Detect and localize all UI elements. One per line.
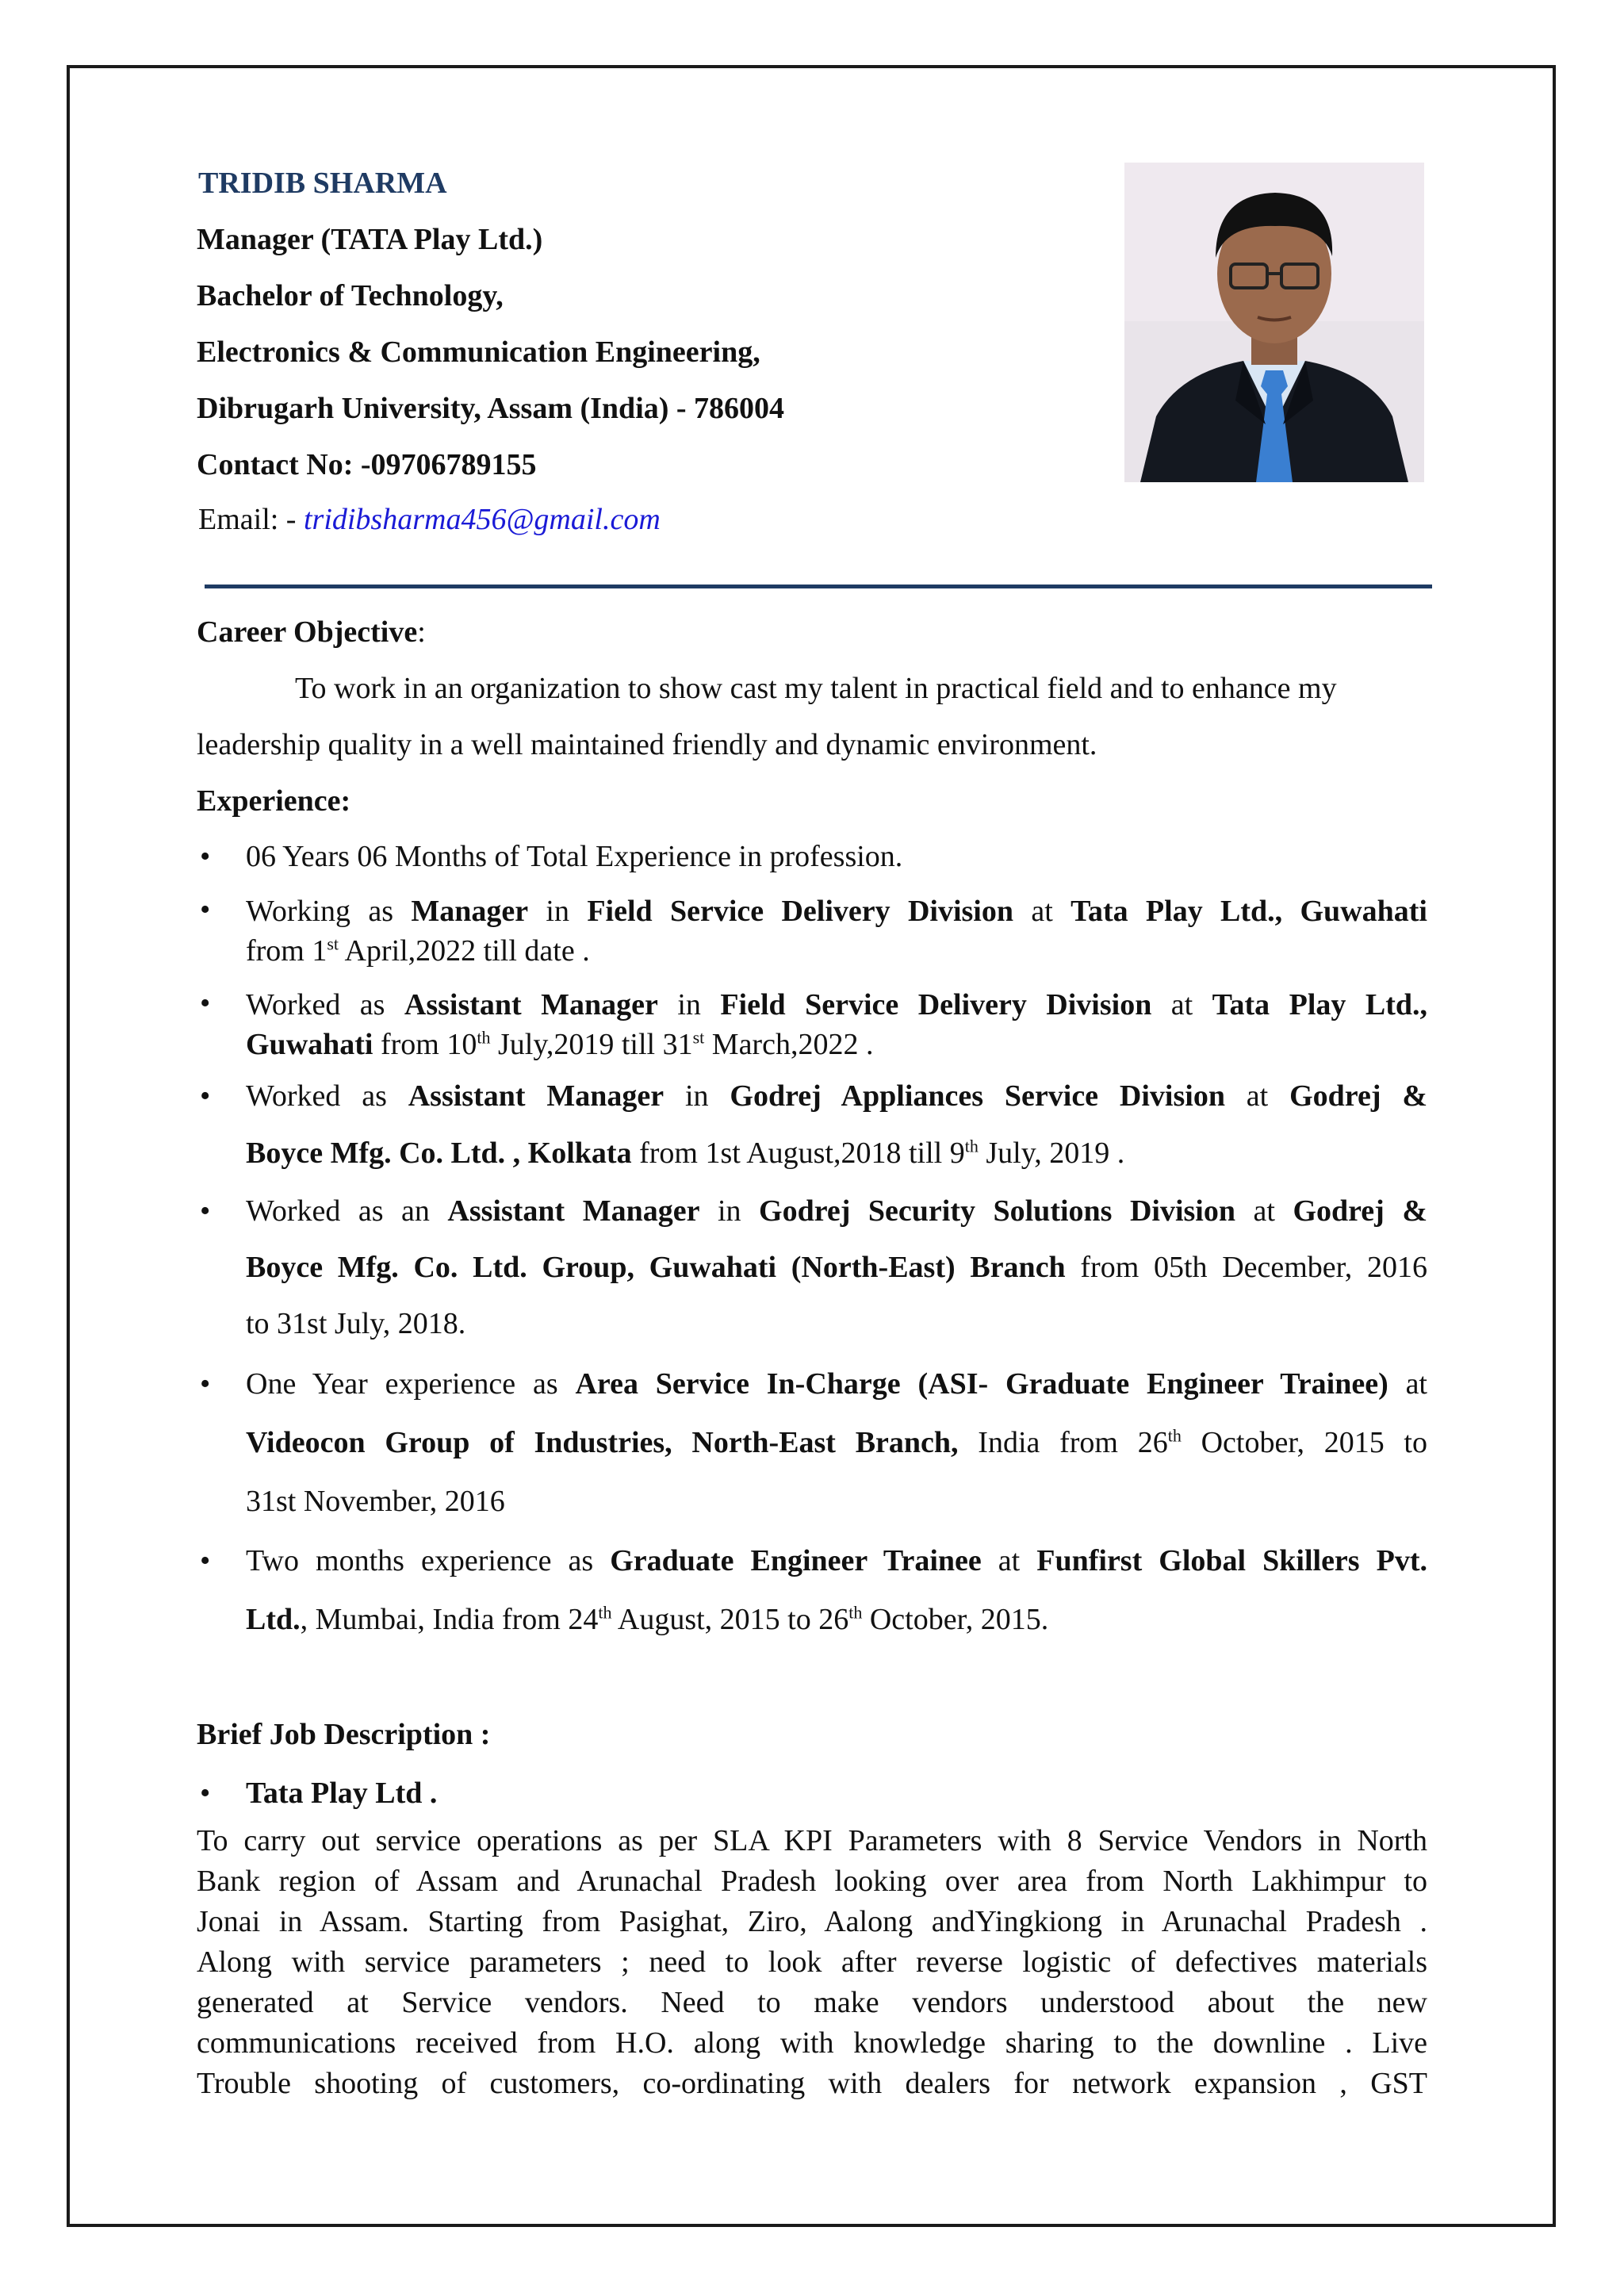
bullet: • — [200, 1079, 211, 1113]
contact-number: Contact No: -09706789155 — [197, 448, 537, 481]
experience-item-total: 06 Years 06 Months of Total Experience in profession. — [246, 840, 903, 873]
university: Dibrugarh University, Assam (India) - 786004 — [197, 392, 785, 425]
specialization: Electronics & Communication Engineering, — [197, 335, 760, 369]
experience-item-godrej-security: Worked as an Assistant Manager in Godrej Security Solutions Division at Godrej & Boyce Mfg. Co. Ltd. Group, Guwahati (North-East) Branch from 05th December, 2016 to 31st July, 2018. — [246, 1194, 1427, 1340]
brief-job-heading: Brief Job Description : — [197, 1718, 491, 1751]
experience-item-godrej-appliances: Worked as Assistant Manager in Godrej Appliances Service Division at Godrej & Boyce Mfg. Co. Ltd. , Kolkata from 1st August,2018 till 9th July, 2019 . — [246, 1079, 1427, 1170]
career-objective-heading: Career Objective: — [197, 615, 426, 649]
experience-item-funfirst: Two months experience as Graduate Engineer Trainee at Funfirst Global Skillers Pvt. Ltd., Mumbai, India from 24th August, 2015 to 26th October, 2015. — [246, 1544, 1427, 1636]
bullet: • — [200, 1777, 211, 1810]
bullet: • — [200, 987, 211, 1020]
experience-item-tata-assistant: Worked as Assistant Manager in Field Service Delivery Division at Tata Play Ltd., Guwahati from 10th July,2019 till 31st March,2022 . — [246, 988, 1427, 1061]
email-link[interactable]: tridibsharma456@gmail.com — [303, 503, 661, 536]
header-divider — [205, 585, 1432, 588]
candidate-name: TRIDIB SHARMA — [198, 167, 447, 200]
experience-heading: Experience: — [197, 784, 351, 818]
bullet: • — [200, 893, 211, 926]
email-label: Email: - — [198, 503, 304, 536]
objective-text-line1: To work in an organization to show cast my talent in practical field and to enhance my — [295, 672, 1337, 705]
bullet: • — [200, 1544, 211, 1577]
current-position: Manager (TATA Play Ltd.) — [197, 223, 543, 256]
objective-text-line2: leadership quality in a well maintained friendly and dynamic environment. — [197, 728, 1097, 761]
experience-item-tata-manager: Working as Manager in Field Service Delivery Division at Tata Play Ltd., Guwahati from 1st April,2022 till date . — [246, 895, 1427, 968]
bullet: • — [200, 1194, 211, 1228]
experience-item-videocon: One Year experience as Area Service In-Charge (ASI- Graduate Engineer Trainee) at Videocon Group of Industries, North-East Branch, India from 26th October, 2015 to 31st November, 2016 — [246, 1367, 1427, 1518]
brief-company: Tata Play Ltd . — [246, 1777, 438, 1810]
email-line — [198, 501, 661, 538]
brief-description: To carry out service operations as per SLA KPI Parameters with 8 Service Vendors in North Bank region of Assam and Arunachal Pradesh looking over area from North Lakhimpur to Jonai in Assam. Starting from Pasighat, Ziro, Aalong andYingkiong in Arunachal Pradesh . Along with service parameters ; need to look after reverse logistic of defectives materials generated at Service vendors. Need to make vendors understood about the new communications received from H.O. along with knowledge sharing to the downline . Live Trouble shooting of customers, co-ordinating with dealers for network expansion , GST — [197, 1824, 1427, 2100]
bullet: • — [200, 1367, 211, 1401]
degree: Bachelor of Technology, — [197, 279, 504, 312]
profile-photo — [1124, 163, 1424, 482]
bullet: • — [200, 840, 211, 873]
